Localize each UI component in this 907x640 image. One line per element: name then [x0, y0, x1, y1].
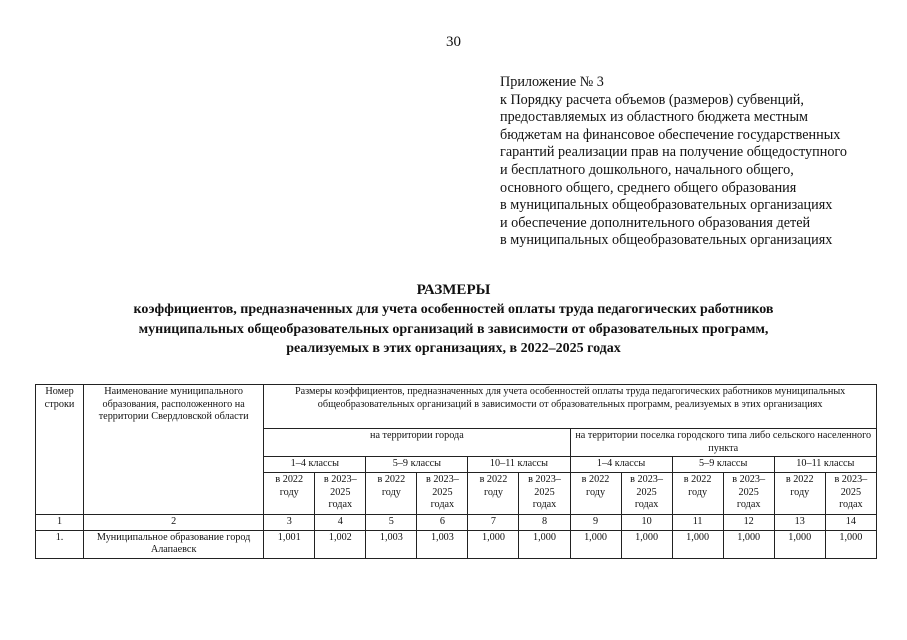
- header-municipality: Наименование муниципального образования, расположенного на территории Свердловской области: [84, 385, 264, 515]
- header-year: в 2022 году: [570, 473, 621, 515]
- column-number: 10: [621, 515, 672, 531]
- header-year: в 2023–2025 годах: [621, 473, 672, 515]
- coefficient-value: 1,000: [672, 530, 723, 558]
- header-year: в 2022 году: [468, 473, 519, 515]
- document-title: [0, 280, 907, 359]
- appendix-line: и бесплатного дошкольного, начального общего,: [500, 161, 794, 178]
- column-number: 14: [825, 515, 876, 531]
- title-line: реализуемых в этих организациях, в 2022–2025 годах: [286, 341, 621, 356]
- row-number: 1.: [36, 530, 84, 558]
- appendix-line: бюджетам на финансовое обеспечение государственных: [500, 126, 841, 143]
- coefficient-value: 1,003: [417, 530, 468, 558]
- appendix-line: к Порядку расчета объемов (размеров) субвенций,: [500, 91, 804, 108]
- coefficient-value: 1,000: [774, 530, 825, 558]
- header-row-number: Номер строки: [36, 385, 84, 515]
- appendix-line: в муниципальных общеобразовательных организациях: [500, 232, 833, 249]
- coefficient-value: 1,000: [825, 530, 876, 558]
- column-number: 9: [570, 515, 621, 531]
- header-year: в 2022 году: [366, 473, 417, 515]
- row-municipality-name: Муниципальное образование город Алапаевск: [84, 530, 264, 558]
- appendix-line: в муниципальных общеобразовательных организациях: [500, 197, 833, 214]
- coefficients-table: [35, 384, 877, 559]
- appendix-line: Приложение № 3: [500, 74, 604, 90]
- coefficient-value: 1,001: [264, 530, 315, 558]
- column-number: 5: [366, 515, 417, 531]
- column-number: 1: [36, 515, 84, 531]
- column-number: 12: [723, 515, 774, 531]
- coefficient-value: 1,002: [315, 530, 366, 558]
- header-city: на территории города: [264, 429, 570, 457]
- column-number: 2: [84, 515, 264, 531]
- coefficient-value: 1,000: [570, 530, 621, 558]
- header-year: в 2022 году: [264, 473, 315, 515]
- coefficient-value: 1,000: [519, 530, 570, 558]
- coefficient-value: 1,000: [723, 530, 774, 558]
- column-numbers-row: [36, 515, 877, 531]
- header-settlement: на территории поселка городского типа либо сельского населенного пункта: [570, 429, 876, 457]
- coefficient-value: 1,003: [366, 530, 417, 558]
- column-number: 7: [468, 515, 519, 531]
- column-number: 8: [519, 515, 570, 531]
- appendix-line: и обеспечение дополнительного образования детей: [500, 214, 811, 231]
- column-number: 6: [417, 515, 468, 531]
- header-grades: 1–4 классы: [570, 457, 672, 473]
- header-grades: 1–4 классы: [264, 457, 366, 473]
- header-year: в 2022 году: [672, 473, 723, 515]
- header-year: в 2023–2025 годах: [315, 473, 366, 515]
- header-grades: 10–11 классы: [774, 457, 876, 473]
- column-number: 4: [315, 515, 366, 531]
- page-number: 30: [446, 34, 461, 50]
- header-year: в 2023–2025 годах: [723, 473, 774, 515]
- appendix-line: предоставляемых из областного бюджета местным: [500, 109, 809, 126]
- column-number: 3: [264, 515, 315, 531]
- table-row: [36, 530, 877, 558]
- coefficient-value: 1,000: [621, 530, 672, 558]
- coefficient-value: 1,000: [468, 530, 519, 558]
- title-main: РАЗМЕРЫ: [416, 282, 491, 298]
- title-line: коэффициентов, предназначенных для учета особенностей оплаты труда педагогических работников: [133, 302, 774, 317]
- header-year: в 2022 году: [774, 473, 825, 515]
- header-year: в 2023–2025 годах: [519, 473, 570, 515]
- header-year: в 2023–2025 годах: [825, 473, 876, 515]
- appendix-caption: [500, 74, 900, 250]
- appendix-line: основного общего, среднего общего образования: [500, 179, 797, 196]
- title-line: муниципальных общеобразовательных организаций в зависимости от образовательных программ,: [138, 321, 769, 337]
- column-number: 11: [672, 515, 723, 531]
- header-year: в 2023–2025 годах: [417, 473, 468, 515]
- header-grades: 5–9 классы: [672, 457, 774, 473]
- column-number: 13: [774, 515, 825, 531]
- header-grades: 10–11 классы: [468, 457, 570, 473]
- header-grades: 5–9 классы: [366, 457, 468, 473]
- appendix-line: гарантий реализации прав на получение общедоступного: [500, 144, 847, 161]
- header-coefficients: Размеры коэффициентов, предназначенных для учета особенностей оплаты труда педагогических работников муниципальных общеобразовательных организаций в зависимости от образовательных программ, реализуемых в этих организациях: [264, 385, 877, 429]
